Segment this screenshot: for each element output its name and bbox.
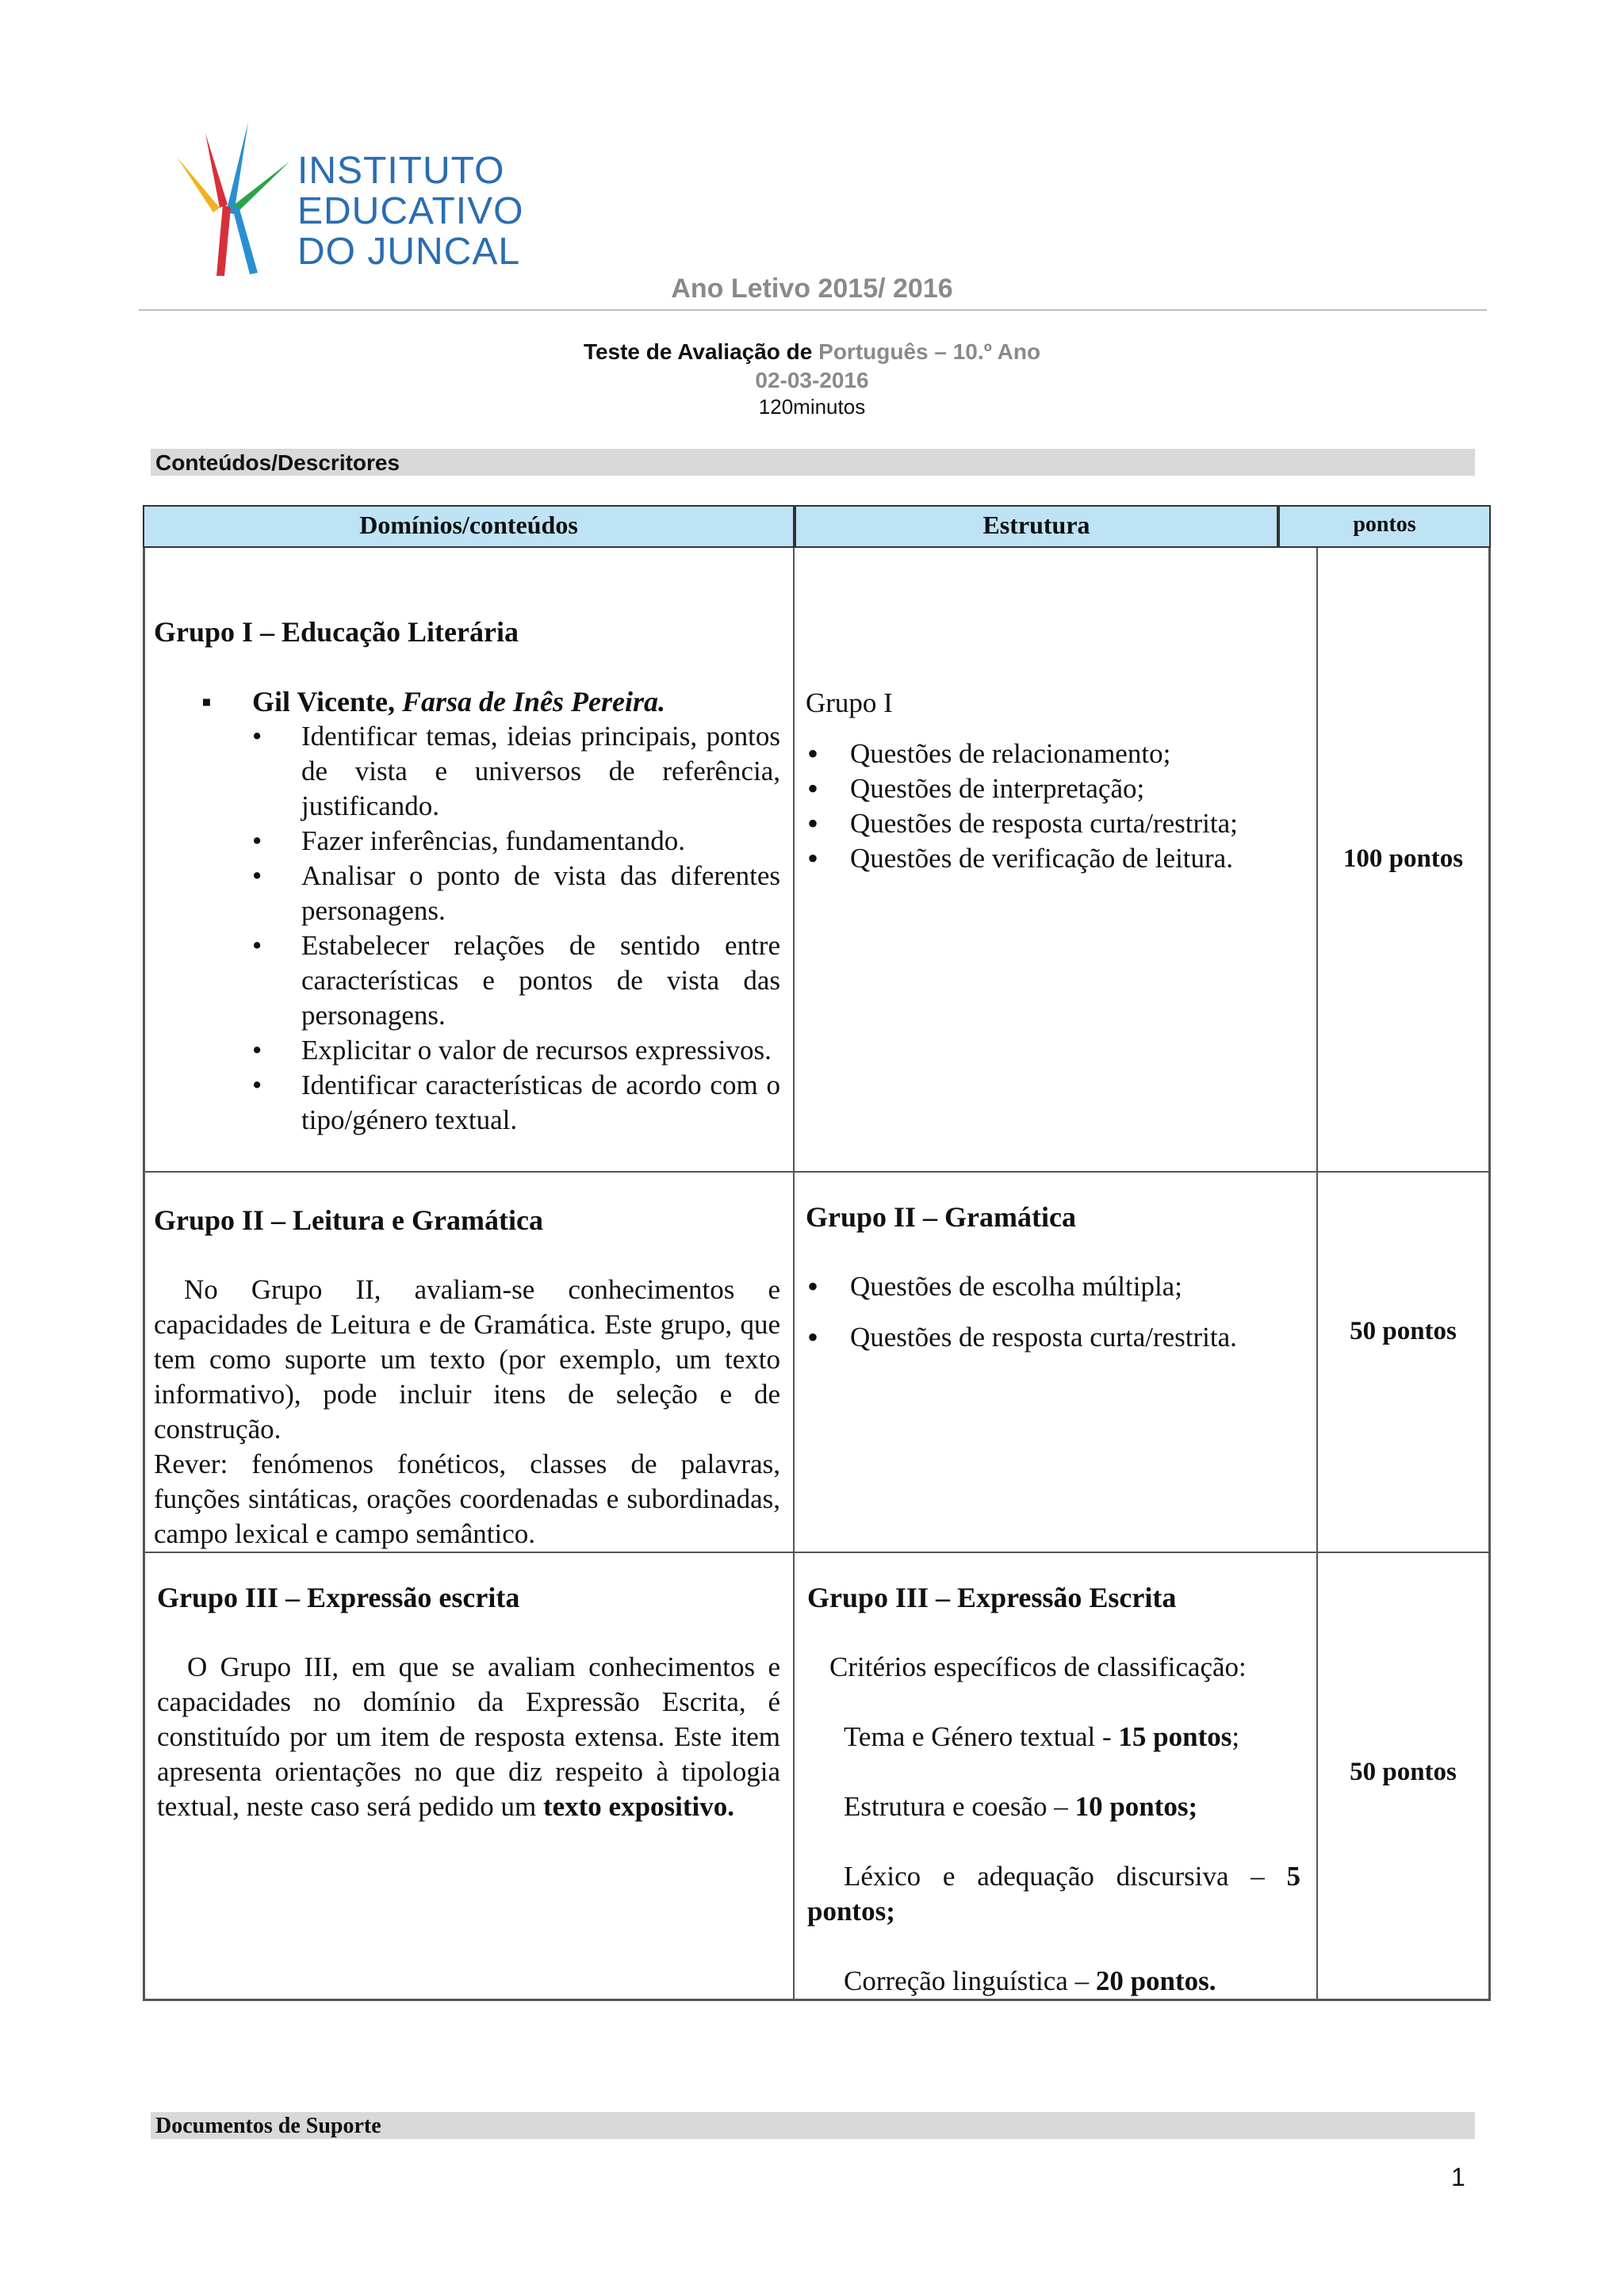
- group2-domains-cell: [154, 1203, 780, 1552]
- logo-mark-icon: [170, 119, 305, 277]
- table-border-left: [143, 548, 145, 2001]
- list-item: • Questões de resposta curta/restrita;: [806, 806, 1305, 841]
- list-item: • Fazer inferências, fundamentando.: [154, 824, 780, 859]
- group1-work-author: Gil Vicente,: [252, 686, 395, 718]
- logo-line-1: INSTITUTO: [297, 150, 505, 192]
- section-band-contents: [151, 449, 1475, 476]
- test-title: [0, 339, 1624, 365]
- test-duration: 120minutos: [758, 395, 866, 419]
- logo-line-3: DO JUNCAL: [297, 231, 521, 273]
- group1-structure-cell: [806, 686, 1305, 876]
- group1-work: [154, 684, 780, 719]
- header-divider: [139, 309, 1487, 311]
- criterion-label: Léxico e adequação discursiva –: [844, 1861, 1287, 1892]
- group3-paragraph-text: O Grupo III, em que se avaliam conhecimentos e capacidades no domínio da Expressão Escrita, é constituído por um item de resposta extensa. Este item apresenta orientações no que diz respeito à tipologia textual, neste caso será pedido um: [157, 1651, 780, 1822]
- group2-structure-title: Grupo II – Gramática: [806, 1201, 1076, 1233]
- section-band-support: [151, 2112, 1475, 2139]
- section-title-support: Documentos de Suporte: [155, 2114, 381, 2138]
- list-item: • Identificar características de acordo com o tipo/género textual.: [154, 1068, 780, 1138]
- table-divider-col1: [793, 548, 795, 2001]
- group3-domains-cell: [157, 1580, 780, 1824]
- group1-points: 100 pontos: [1342, 844, 1464, 873]
- table-divider-row1: [143, 1171, 1491, 1173]
- group3-paragraph: [157, 1650, 780, 1824]
- group3-structure-cell: [807, 1580, 1300, 1999]
- group1-domains-cell: [154, 614, 780, 1138]
- criterion-item: [807, 1964, 1300, 1999]
- group1-structure-list: [806, 737, 1305, 876]
- group1-objectives: [154, 719, 780, 1138]
- test-title-subject: Português – 10.º Ano: [818, 339, 1041, 364]
- criterion-label: Tema e Género textual -: [844, 1721, 1119, 1752]
- criterion-label: Correção linguística –: [844, 1965, 1096, 1996]
- criterion-points: 10 pontos;: [1074, 1791, 1198, 1822]
- criterion-item: [807, 1859, 1300, 1929]
- list-item: • Estabelecer relações de sentido entre características e pontos de vista das personagens.: [154, 928, 780, 1033]
- criterion-points: 5 pontos;: [807, 1861, 1300, 1927]
- table-border-bottom: [143, 1999, 1491, 2001]
- group2-paragraph: No Grupo II, avaliam-se conhecimentos e capacidades de Leitura e de Gramática. Este grupo, que tem como suporte um texto (por exemplo, um texto informativo), pode incluir itens de seleção e de construção.: [154, 1274, 780, 1445]
- group2-points: 50 pontos: [1350, 1317, 1457, 1345]
- group2-structure-list: [806, 1269, 1305, 1355]
- criterion-item: [807, 1720, 1300, 1755]
- list-item: • Explicitar o valor de recursos expressivos.: [154, 1033, 780, 1068]
- header-points: pontos: [1278, 505, 1491, 548]
- group3-paragraph-bold: texto expositivo.: [542, 1791, 735, 1822]
- group1-work-title: Farsa de Inês Pereira.: [401, 686, 665, 718]
- school-year: Ano Letivo 2015/ 2016: [671, 274, 953, 304]
- logo-text: [297, 151, 523, 272]
- school-logo: [170, 119, 535, 277]
- group3-criteria-intro: Critérios específicos de classificação:: [829, 1651, 1247, 1682]
- logo-line-2: EDUCATIVO: [297, 190, 524, 232]
- list-item: • Questões de relacionamento;: [806, 737, 1305, 771]
- section-title-contents: Conteúdos/Descritores: [155, 450, 400, 475]
- list-item: • Analisar o ponto de vista das diferentes personagens.: [154, 859, 780, 928]
- criterion-points: 20 pontos.: [1095, 1965, 1216, 1996]
- group3-points: 50 pontos: [1350, 1758, 1457, 1786]
- test-title-prefix: Teste de Avaliação de: [583, 339, 813, 364]
- group2-structure-cell: [806, 1200, 1305, 1355]
- group1-structure-title: Grupo I: [806, 687, 893, 718]
- page-number: 1: [1451, 2163, 1465, 2191]
- table-divider-row2: [143, 1552, 1491, 1553]
- group3-title: Grupo III – Expressão escrita: [157, 1582, 520, 1613]
- list-item: • Questões de escolha múltipla;: [806, 1269, 1305, 1304]
- group3-structure-title: Grupo III – Expressão Escrita: [807, 1582, 1177, 1613]
- list-item: • Identificar temas, ideias principais, pontos de vista e universos de referência, justificando.: [154, 719, 780, 824]
- test-date: 02-03-2016: [755, 368, 869, 392]
- list-item: • Questões de resposta curta/restrita.: [806, 1320, 1305, 1355]
- criterion-item: [807, 1789, 1300, 1824]
- group1-title: Grupo I – Educação Literária: [154, 616, 519, 648]
- criterion-label: Estrutura e coesão –: [844, 1791, 1075, 1822]
- criterion-points: 15 pontos: [1118, 1721, 1232, 1752]
- table-border-right: [1488, 548, 1491, 2001]
- criterion-suffix: ;: [1231, 1721, 1240, 1752]
- list-item: • Questões de interpretação;: [806, 771, 1305, 806]
- header-structure: Estrutura: [795, 505, 1278, 548]
- list-item: • Questões de verificação de leitura.: [806, 841, 1305, 876]
- contents-table: [143, 505, 1491, 2001]
- group2-title: Grupo II – Leitura e Gramática: [154, 1204, 543, 1236]
- header-domains: Domínios/conteúdos: [143, 505, 795, 548]
- group2-review: Rever: fenómenos fonéticos, classes de palavras, funções sintáticas, orações coordenadas e subordinadas, campo lexical e campo semântico.: [154, 1448, 780, 1549]
